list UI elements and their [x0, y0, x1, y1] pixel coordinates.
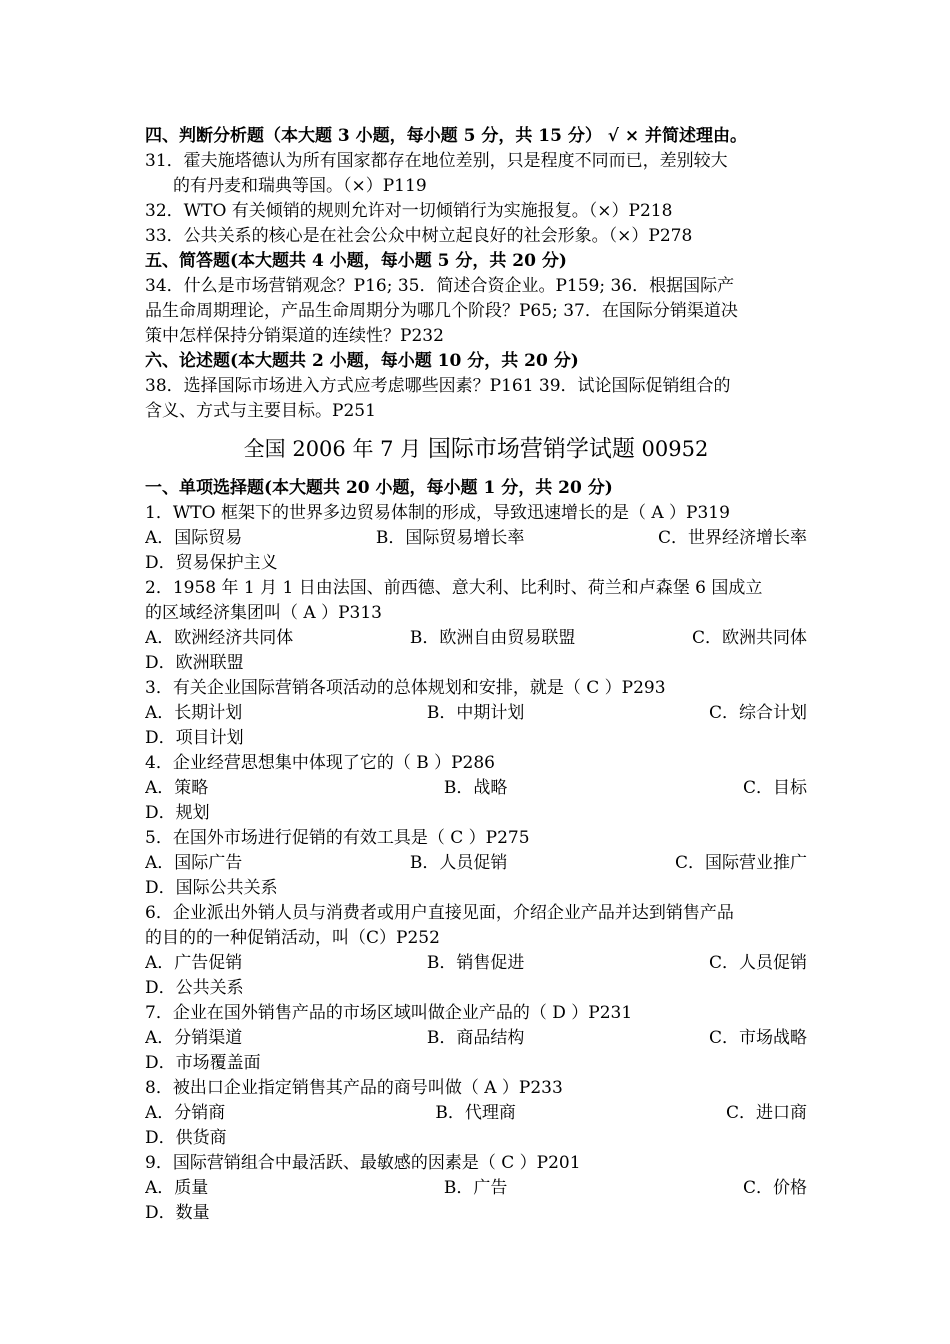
option-row	[145, 701, 807, 726]
option-d: D．市场覆盖面	[145, 1053, 261, 1073]
section5-line3: 策中怎样保持分销渠道的连续性？P232	[145, 326, 444, 346]
question-stem: 9．国际营销组合中最活跃、最敏感的因素是（ C ）P201	[145, 1153, 581, 1173]
option-item: B．广告	[443, 1178, 508, 1198]
option-item: A．国际广告	[145, 853, 243, 873]
question-stem: 8．被出口企业指定销售其产品的商号叫做（ A ）P233	[145, 1078, 563, 1098]
option-item: C．市场战略	[708, 1028, 807, 1048]
option-row	[145, 951, 807, 976]
section5-line1: 34．什么是市场营销观念？P16; 35．简述合资企业。P159; 36．根据国际产	[145, 276, 735, 296]
option-d: D．项目计划	[145, 728, 244, 748]
question-list	[145, 501, 807, 1226]
option-item: A．分销渠道	[145, 1028, 243, 1048]
question-stem: 5．在国外市场进行促销的有效工具是（ C ）P275	[145, 828, 530, 848]
question-stem: 6．企业派出外销人员与消费者或用户直接见面，介绍企业产品并达到销售产品	[145, 903, 734, 923]
option-item: A．广告促销	[145, 953, 243, 973]
option-row	[145, 526, 807, 551]
option-item: C．国际营业推广	[674, 853, 807, 873]
option-d: D．欧洲联盟	[145, 653, 244, 673]
option-item: C．人员促销	[708, 953, 807, 973]
option-row	[145, 1101, 807, 1126]
option-item: C．欧洲共同体	[691, 628, 807, 648]
section5-heading: 五、简答题(本大题共 4 小题，每小题 5 分，共 20 分)	[145, 251, 567, 271]
option-row	[145, 626, 807, 651]
option-item: B．国际贸易增长率	[375, 528, 525, 548]
question-stem: 7．企业在国外销售产品的市场区域叫做企业产品的（ D ）P231	[145, 1003, 633, 1023]
option-item: C．价格	[742, 1178, 807, 1198]
question-stem: 1．WTO 框架下的世界多边贸易体制的形成，导致迅速增长的是（ A ）P319	[145, 503, 730, 523]
question-stem: 2．1958 年 1 月 1 日由法国、前西德、意大利、比利时、荷兰和卢森堡 6 国成立	[145, 578, 763, 598]
option-item: B．销售促进	[426, 953, 525, 973]
option-item: A．欧洲经济共同体	[145, 628, 294, 648]
option-item: A．质量	[145, 1178, 209, 1198]
option-item: B．代理商	[435, 1103, 516, 1123]
option-row	[145, 851, 807, 876]
section6-line1: 38．选择国际市场进入方式应考虑哪些因素？P161 39．试论国际促销组合的	[145, 376, 731, 396]
question-stem: 4．企业经营思想集中体现了它的（ B ）P286	[145, 753, 496, 773]
option-item: C．目标	[742, 778, 807, 798]
option-item: C．进口商	[725, 1103, 807, 1123]
section5-line2: 品生命周期理论，产品生命周期分为哪几个阶段？P65; 37．在国际分销渠道决	[145, 301, 738, 321]
exam-title-prefix: 全国 2006 年 7 月	[243, 437, 428, 461]
option-item: B．人员促销	[409, 853, 508, 873]
option-item: B．欧洲自由贸易联盟	[409, 628, 576, 648]
option-item: B．战略	[443, 778, 508, 798]
option-d: D．国际公共关系	[145, 878, 278, 898]
option-item: C．世界经济增长率	[657, 528, 807, 548]
exam-title-main: 国际市场营销学试题	[427, 436, 635, 462]
option-row	[145, 1026, 807, 1051]
option-d: D．公共关系	[145, 978, 244, 998]
question-31-line2: 的有丹麦和瑞典等国。（×）P119	[173, 176, 427, 196]
option-item: C．综合计划	[708, 703, 807, 723]
section4-heading: 四、判断分析题（本大题 3 小题，每小题 5 分，共 15 分） √ × 并简述理由。	[145, 126, 747, 146]
option-d: D．规划	[145, 803, 210, 823]
option-item: B．中期计划	[426, 703, 525, 723]
option-item: A．长期计划	[145, 703, 243, 723]
exam-title	[145, 434, 807, 464]
exam-title-code: 00952	[634, 437, 709, 461]
document-page	[145, 124, 807, 1226]
option-d: D．供货商	[145, 1128, 227, 1148]
question-stem: 的区域经济集团叫（ A ）P313	[145, 603, 382, 623]
option-d: D．数量	[145, 1203, 210, 1223]
question-stem: 的目的的一种促销活动，叫（C）P252	[145, 928, 440, 948]
option-item: A．分销商	[145, 1103, 226, 1123]
option-item: B．商品结构	[426, 1028, 525, 1048]
question-stem: 3．有关企业国际营销各项活动的总体规划和安排，就是（ C ）P293	[145, 678, 666, 698]
option-d: D．贸易保护主义	[145, 553, 278, 573]
option-item: A．国际贸易	[145, 528, 243, 548]
section6-line2: 含义、方式与主要目标。P251	[145, 401, 376, 421]
option-row	[145, 776, 807, 801]
section1-heading: 一、单项选择题(本大题共 20 小题，每小题 1 分，共 20 分)	[145, 478, 613, 498]
option-row	[145, 1176, 807, 1201]
option-item: A．策略	[145, 778, 209, 798]
question-33: 33．公共关系的核心是在社会公众中树立起良好的社会形象。（×）P278	[145, 226, 693, 246]
question-32: 32．WTO 有关倾销的规则允许对一切倾销行为实施报复。（×）P218	[145, 201, 673, 221]
section6-heading: 六、论述题(本大题共 2 小题，每小题 10 分，共 20 分)	[145, 351, 579, 371]
question-31-line1: 31．霍夫施塔德认为所有国家都存在地位差别，只是程度不同而已，差别较大	[145, 151, 728, 171]
